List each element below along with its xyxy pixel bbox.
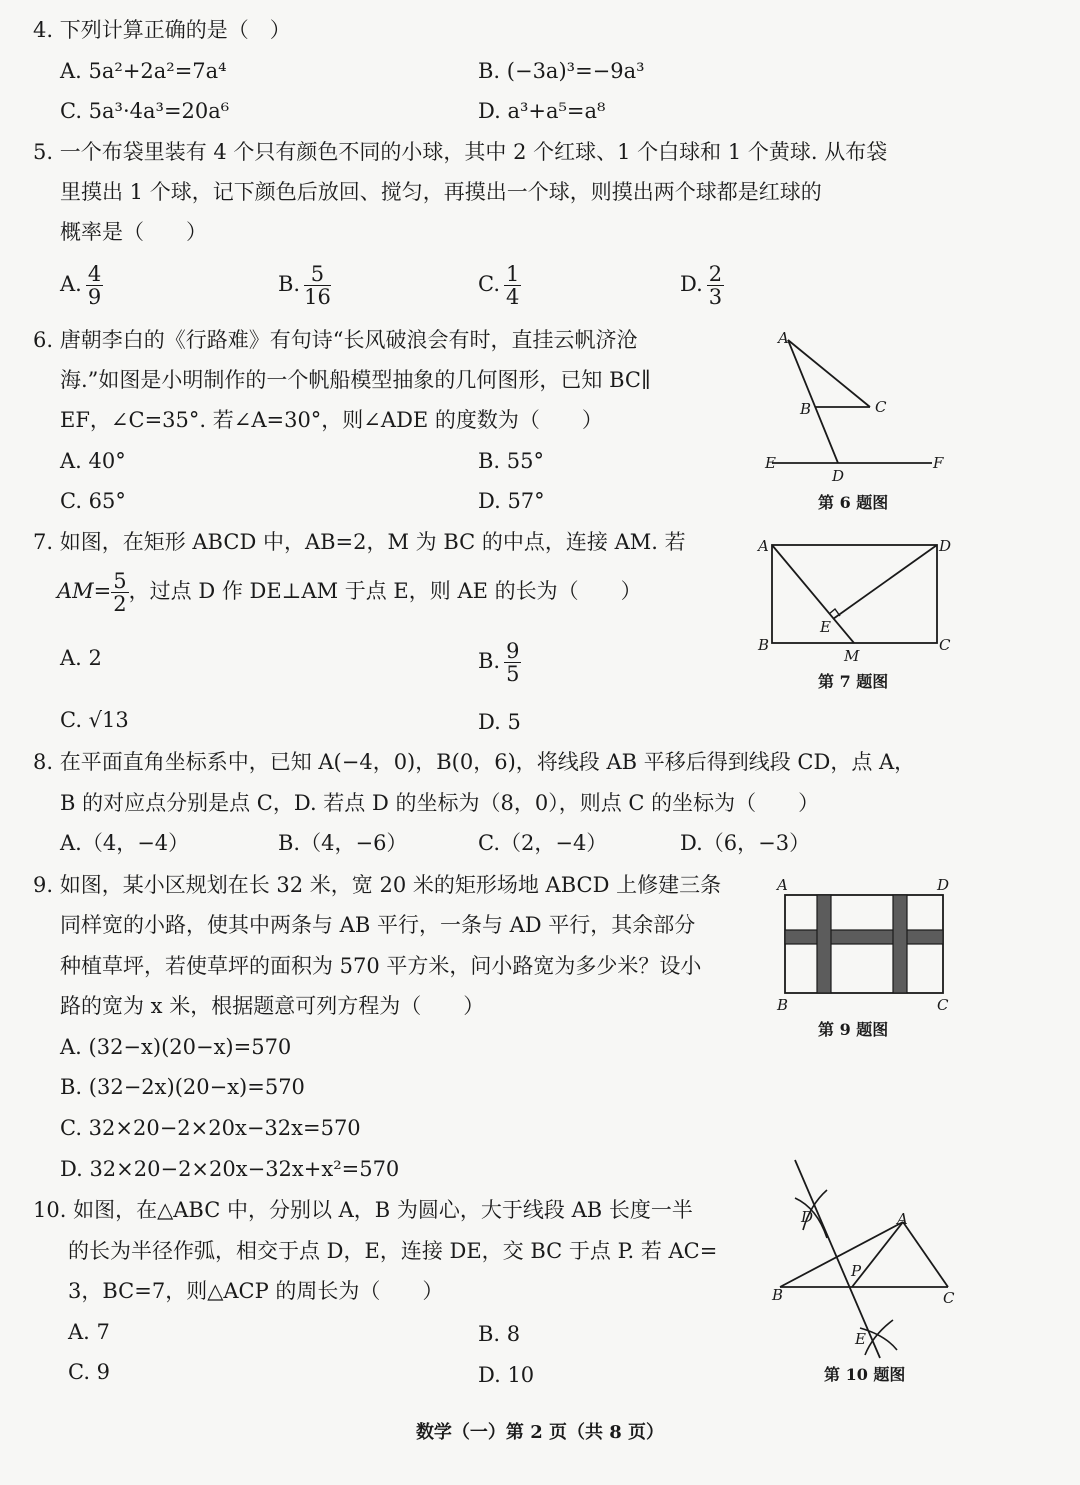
q5-option-b-den: 16 xyxy=(304,285,331,310)
q9-line-3: 种植草坪，若使草坪的面积为 570 平方米，问小路宽为多少米？设小 xyxy=(60,954,702,978)
q10-line-1: 10. 如图，在△ABC 中，分别以 A，B 为圆心，大于线段 AB 长度一半 xyxy=(33,1198,693,1222)
q6-option-b: B. 55° xyxy=(478,449,545,473)
q8-option-b: B.（4，−6） xyxy=(278,831,408,855)
q10-label-b: B xyxy=(772,1286,784,1304)
q5-option-b-label: B. xyxy=(278,272,301,297)
q6-line-2: 海.”如图是小明制作的一个帆船模型抽象的几何图形，已知 BC∥ xyxy=(60,368,651,392)
q7-label-d: D xyxy=(939,537,952,555)
q9-option-b: B. (32−2x)(20−x)=570 xyxy=(60,1075,305,1099)
q6-option-c: C. 65° xyxy=(60,489,126,513)
q7-rectangle xyxy=(772,545,937,643)
q7-line-2-post: ，过点 D 作 DE⊥AM 于点 E，则 AE 的长为（ ） xyxy=(128,579,642,604)
q5-option-c-label: C. xyxy=(478,272,500,297)
q10-arc-lower-2 xyxy=(865,1320,893,1355)
q6-line-ac xyxy=(788,340,870,407)
q6-line-ad xyxy=(788,340,838,463)
q7-label-c: C xyxy=(939,636,951,654)
q5-option-b xyxy=(278,263,331,308)
q10-label-a: A xyxy=(897,1210,908,1228)
q4-option-c: C. 5a³·4a³=20a⁶ xyxy=(60,99,230,123)
q10-label-c: C xyxy=(943,1289,955,1307)
q8-line-1: 8. 在平面直角坐标系中，已知 A(−4，0)，B(0，6)，将线段 AB 平移后得到线段 CD，点 A， xyxy=(33,750,916,774)
q8-option-d: D.（6，−3） xyxy=(680,831,811,855)
q6-label-a: A xyxy=(778,329,789,347)
q6-option-d: D. 57° xyxy=(478,489,545,513)
q7-line-de xyxy=(833,545,937,619)
q7-label-b: B xyxy=(758,636,770,654)
q10-figure xyxy=(765,1150,965,1360)
q9-figure xyxy=(765,870,965,1020)
q9-label-b: B xyxy=(777,996,789,1014)
q5-option-a-label: A. xyxy=(60,272,82,297)
q9-path-vertical-left xyxy=(817,895,831,993)
q4-option-b: B. (−3a)³=−9a³ xyxy=(478,59,645,83)
q6-label-f: F xyxy=(933,454,944,472)
q7-figure xyxy=(750,530,960,665)
q5-option-d-label: D. xyxy=(680,272,703,297)
q5-line-3: 概率是（ ） xyxy=(60,220,207,244)
q10-option-b: B. 8 xyxy=(478,1322,521,1346)
q5-option-c xyxy=(478,263,521,308)
q5-option-c-num: 1 xyxy=(506,262,520,286)
q9-caption: 第 9 题图 xyxy=(818,1020,889,1039)
q8-option-a: A.（4，−4） xyxy=(60,831,190,855)
q5-line-1: 5. 一个布袋里装有 4 个只有颜色不同的小球，其中 2 个红球、1 个白球和 1 个黄球. 从布袋 xyxy=(33,140,888,164)
q7-option-a: A. 2 xyxy=(60,646,102,670)
q6-label-e: E xyxy=(765,454,776,472)
q10-label-d: D xyxy=(801,1208,814,1226)
q10-label-p: P xyxy=(851,1262,862,1280)
q9-label-d: D xyxy=(937,876,950,894)
q6-caption: 第 6 题图 xyxy=(818,493,889,512)
q10-line-ac xyxy=(903,1222,948,1287)
q10-option-d: D. 10 xyxy=(478,1363,535,1387)
q6-figure xyxy=(760,325,960,485)
q9-path-vertical-right xyxy=(893,895,907,993)
q9-line-1: 9. 如图，某小区规划在长 32 米，宽 20 米的矩形场地 ABCD 上修建三条 xyxy=(33,873,722,897)
q10-line-de xyxy=(795,1160,880,1358)
q7-line-am xyxy=(772,545,854,643)
q8-option-c: C.（2，−4） xyxy=(478,831,608,855)
q5-option-a-den: 9 xyxy=(87,285,102,310)
q9-option-a: A. (32−x)(20−x)=570 xyxy=(60,1035,292,1059)
q7-option-c: C. √13 xyxy=(60,708,129,732)
q10-label-e: E xyxy=(855,1330,866,1348)
q5-option-d-num: 2 xyxy=(708,262,723,286)
q8-line-2: B 的对应点分别是点 C，D. 若点 D 的坐标为（8，0），则点 C 的坐标为（ ） xyxy=(60,791,820,815)
page-footer: 数学（一）第 2 页（共 8 页） xyxy=(415,1422,665,1443)
q7-line-2-pre: AM= xyxy=(57,579,112,604)
q5-option-b-num: 5 xyxy=(304,263,331,286)
q7-line-2 xyxy=(57,570,642,615)
q5-option-d xyxy=(680,263,724,308)
q10-option-a: A. 7 xyxy=(68,1320,110,1344)
q10-line-3: 3，BC=7，则△ACP 的周长为（ ） xyxy=(68,1279,444,1303)
q6-option-a: A. 40° xyxy=(60,449,126,473)
q6-label-c: C xyxy=(875,398,887,416)
q9-line-2: 同样宽的小路，使其中两条与 AB 平行，一条与 AD 平行，其余部分 xyxy=(60,913,696,937)
q10-line-ab xyxy=(780,1222,903,1287)
q5-line-2: 里摸出 1 个球，记下颜色后放回、搅匀，再摸出一个球，则摸出两个球都是红球的 xyxy=(60,180,822,204)
q7-option-b-den: 5 xyxy=(506,662,520,687)
q7-option-b-label: B. xyxy=(478,649,501,674)
q7-label-e: E xyxy=(820,618,831,636)
q7-frac-num: 5 xyxy=(113,569,127,593)
q9-line-4: 路的宽为 x 米，根据题意可列方程为（ ） xyxy=(60,994,485,1018)
q4-option-a: A. 5a²+2a²=7a⁴ xyxy=(60,59,227,83)
q5-option-a xyxy=(60,263,103,308)
q6-line-3: EF，∠C=35°. 若∠A=30°，则∠ADE 的度数为（ ） xyxy=(60,408,603,432)
q6-label-d: D xyxy=(832,467,845,485)
q6-label-b: B xyxy=(800,400,812,418)
q9-option-d: D. 32×20−2×20x−32x+x²=570 xyxy=(60,1157,400,1181)
q7-label-m: M xyxy=(844,647,860,665)
q7-caption: 第 7 题图 xyxy=(818,672,889,691)
q4-option-d: D. a³+a⁵=a⁸ xyxy=(478,99,606,123)
q9-option-c: C. 32×20−2×20x−32x=570 xyxy=(60,1116,361,1140)
q7-option-b-num: 9 xyxy=(506,639,520,663)
q7-label-a: A xyxy=(758,537,769,555)
q10-caption: 第 10 题图 xyxy=(824,1365,906,1384)
q4-stem: 4. 下列计算正确的是（ ） xyxy=(33,18,291,42)
q7-frac-den: 2 xyxy=(113,592,127,617)
q10-line-2: 的长为半径作弧，相交于点 D，E，连接 DE，交 BC 于点 P. 若 AC= xyxy=(68,1239,718,1263)
q9-path-horizontal xyxy=(785,930,943,944)
q7-line-1: 7. 如图，在矩形 ABCD 中，AB=2，M 为 BC 的中点，连接 AM. 若 xyxy=(33,530,686,554)
q9-label-a: A xyxy=(777,876,788,894)
q9-label-c: C xyxy=(937,996,949,1014)
q5-option-a-num: 4 xyxy=(87,262,102,286)
q10-option-c: C. 9 xyxy=(68,1360,111,1384)
q5-option-c-den: 4 xyxy=(506,285,520,310)
q6-line-1: 6. 唐朝李白的《行路难》有句诗“长风破浪会有时，直挂云帆济沧 xyxy=(33,328,638,352)
q7-option-b xyxy=(478,640,521,685)
q7-option-d: D. 5 xyxy=(478,710,521,734)
q5-option-d-den: 3 xyxy=(708,285,723,310)
